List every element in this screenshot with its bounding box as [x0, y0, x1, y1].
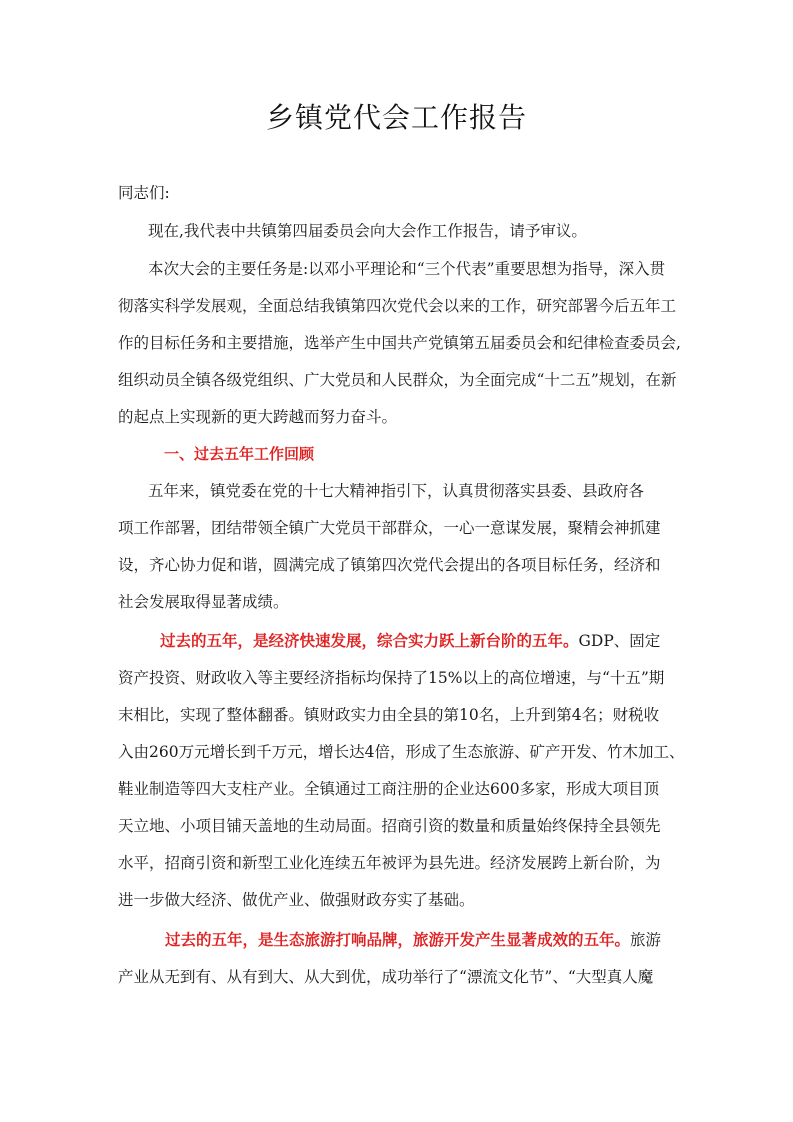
paragraph-economy-first-line: [160, 631, 660, 651]
paragraph-task-line: 作的目标任务和主要措施，选举产生中国共产党镇第五届委员会和纪律检查委员会,: [118, 334, 681, 352]
paragraph-review-line: 设，齐心协力促和谐，圆满完成了镇第四次党代会提出的各项目标任务，经济和: [118, 556, 661, 574]
tourism-highlight: 过去的五年，是生态旅游打响品牌，旅游开发产生显著成效的五年。: [165, 930, 631, 949]
paragraph-tourism-first-line: [165, 930, 661, 950]
paragraph-tourism-line: 产业从无到有、从有到大、从大到优，成功举行了“漂流文化节”、“大型真人魔: [118, 968, 654, 986]
paragraph-economy-line: 水平，招商引资和新型工业化连续五年被评为县先进。经济发展跨上新台阶，为: [118, 854, 661, 872]
paragraph-opening: 现在,我代表中共镇第四届委员会向大会作工作报告，请予审议。: [148, 222, 587, 240]
section-heading: 一、过去五年工作回顾: [164, 445, 315, 463]
paragraph-economy-line: 末相比，实现了整体翻番。镇财政实力由全县的第10名，上升到第4名；财税收: [118, 706, 660, 724]
paragraph-review-line: 五年来，镇党委在党的十七大精神指引下，认真贯彻落实县委、县政府各: [148, 482, 645, 500]
paragraph-task-line: 彻落实科学发展观，全面总结我镇第四次党代会以来的工作，研究部署今后五年工: [118, 297, 677, 315]
paragraph-economy-line: 进一步做大经济、做优产业、做强财政夯实了基础。: [118, 891, 475, 909]
paragraph-review-line: 社会发展取得显著成绩。: [118, 593, 289, 611]
document-title: 乡镇党代会工作报告: [265, 101, 527, 134]
paragraph-task-line: 的起点上实现新的更大跨越而努力奋斗。: [118, 408, 398, 426]
paragraph-economy-line: 鞋业制造等四大支柱产业。全镇通过工商注册的企业达600多家，形成大项目顶: [118, 780, 660, 798]
paragraph-economy-line: 天立地、小项目铺天盖地的生动局面。招商引资的数量和质量始终保持全县领先: [118, 817, 661, 835]
paragraph-review-line: 项工作部署，团结带领全镇广大党员干部群众，一心一意谋发展，聚精会神抓建: [118, 519, 661, 537]
paragraph-economy-line: 入由260万元增长到千万元，增长达4倍，形成了生态旅游、矿产开发、竹木加工、: [118, 743, 685, 761]
paragraph-task-line: 组织动员全镇各级党组织、广大党员和人民群众，为全面完成“十二五”规划，在新: [118, 371, 677, 389]
paragraph-economy-line: 资产投资、财政收入等主要经济指标均保持了15%以上的高位增速，与“十五”期: [118, 669, 665, 687]
salutation: 同志们:: [118, 184, 170, 202]
paragraph-task-line: 本次大会的主要任务是:以邓小平理论和“三个代表”重要思想为指导，深入贯: [148, 260, 666, 278]
tourism-first-rest: 旅游: [630, 931, 662, 949]
economy-highlight: 过去的五年，是经济快速发展，综合实力跃上新台阶的五年。: [160, 631, 579, 650]
economy-first-rest: GDP、固定: [578, 632, 661, 650]
